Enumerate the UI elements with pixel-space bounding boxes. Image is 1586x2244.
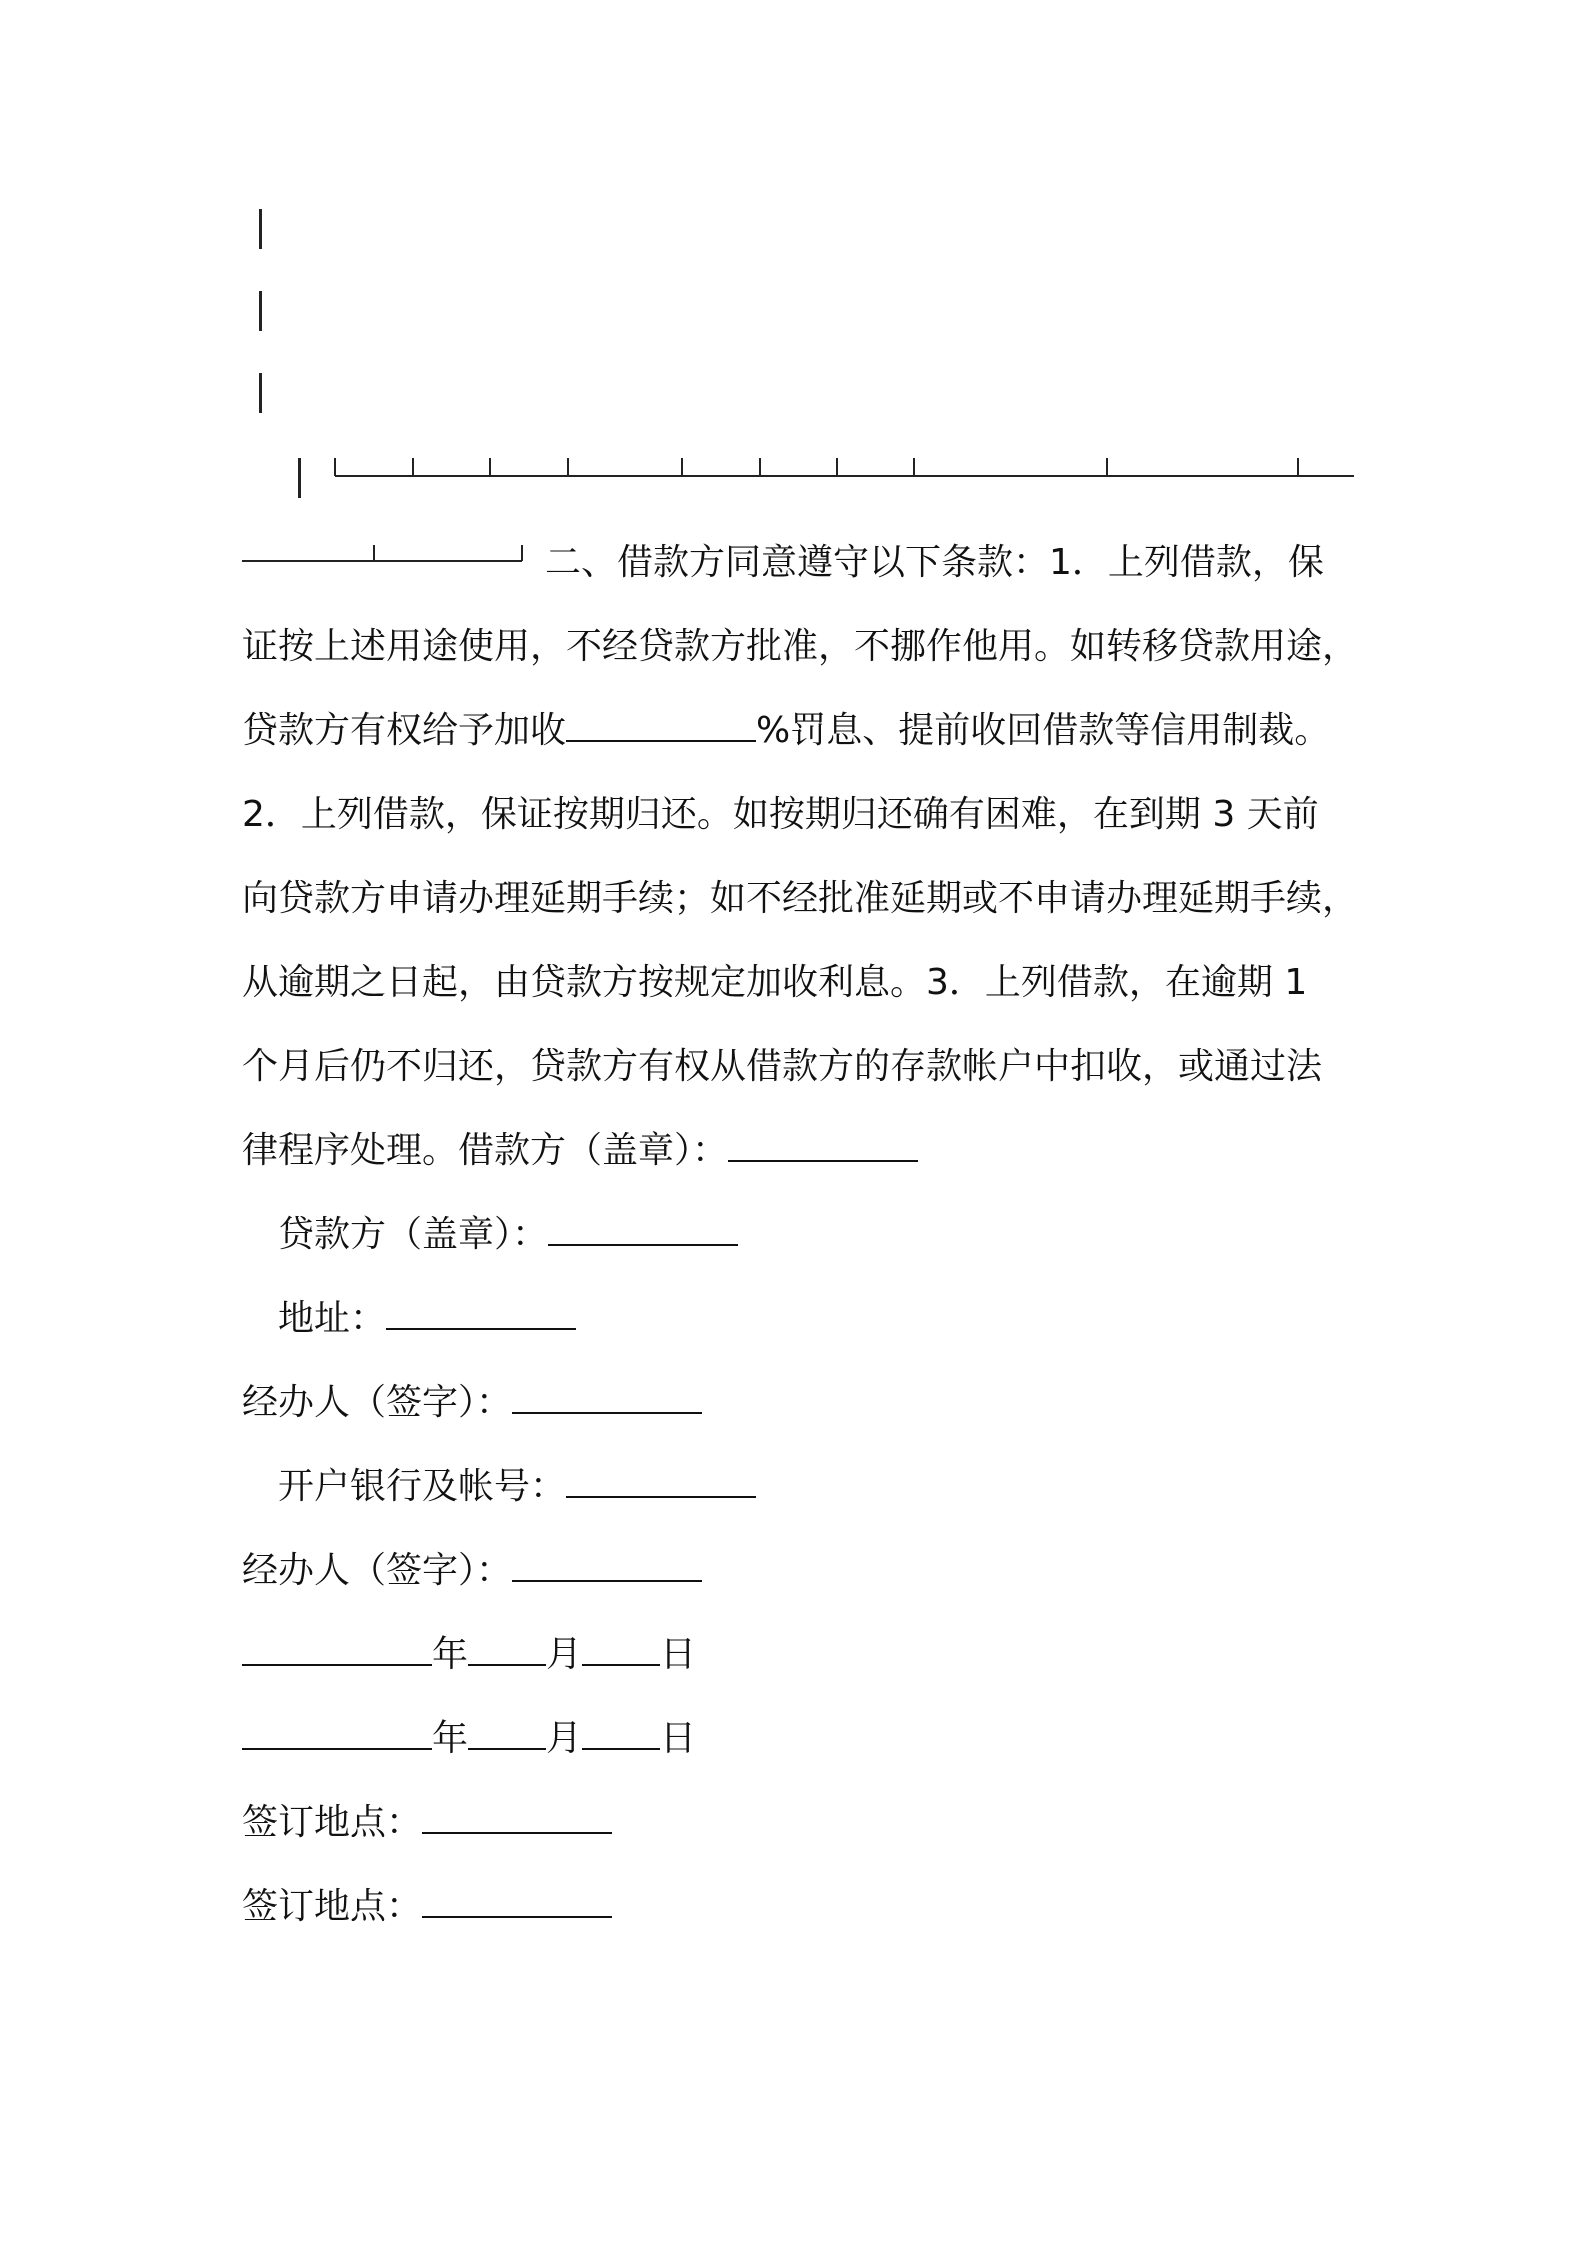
month-blank-2[interactable] — [468, 1714, 546, 1750]
year-blank-2[interactable] — [242, 1714, 432, 1750]
address-label: 地址： — [278, 1298, 387, 1339]
address-blank[interactable] — [386, 1294, 576, 1330]
clause-line-1: 二、借款方同意遵守以下条款：1．上列借款，保 — [545, 542, 1324, 583]
bank-account-label: 开户银行及帐号： — [278, 1466, 567, 1507]
sign-place-label-1: 签订地点： — [242, 1802, 423, 1843]
clause-line-3-text: 贷款方有权给予加收 — [242, 710, 567, 751]
lender-seal-row — [278, 1210, 738, 1260]
lender-seal-label: 贷款方（盖章）： — [278, 1214, 549, 1255]
borrower-seal-label: 律程序处理。借款方（盖章）： — [242, 1130, 729, 1171]
year-label-2: 年 — [432, 1718, 469, 1759]
month-label-1: 月 — [546, 1634, 583, 1675]
penalty-rate-blank[interactable] — [566, 706, 756, 742]
date-row-1 — [242, 1630, 696, 1680]
handler-label-1: 经办人（签字）： — [242, 1382, 513, 1423]
clause-line-7: 个月后仍不归还，贷款方有权从借款方的存款帐户中扣收，或通过法 — [242, 1046, 1323, 1087]
clause-line-4: 2．上列借款，保证按期归还。如按期归还确有困难，在到期 3 天前 — [242, 794, 1319, 835]
handler-row-2 — [242, 1546, 702, 1596]
clause-line-2: 证按上述用途使用，不经贷款方批准，不挪作他用。如转移贷款用途， — [242, 626, 1359, 667]
sign-place-label-2: 签订地点： — [242, 1886, 423, 1927]
address-row — [278, 1294, 576, 1344]
sign-place-blank-2[interactable] — [422, 1882, 612, 1918]
clause-line-8 — [242, 1126, 918, 1176]
clause-line-5: 向贷款方申请办理延期手续；如不经批准延期或不申请办理延期手续， — [242, 878, 1359, 919]
bank-account-row — [278, 1462, 756, 1512]
handler-label-2: 经办人（签字）： — [242, 1550, 513, 1591]
handler-row-1 — [242, 1378, 702, 1428]
lender-seal-blank[interactable] — [548, 1210, 738, 1246]
day-blank-1[interactable] — [582, 1630, 660, 1666]
handler-blank-1[interactable] — [512, 1378, 702, 1414]
clause-line-3 — [242, 706, 1330, 756]
year-label-1: 年 — [432, 1634, 469, 1675]
clause-line-3-tail: %罚息、提前收回借款等信用制裁。 — [756, 710, 1331, 751]
sign-place-row-1 — [242, 1798, 612, 1848]
borrower-seal-blank[interactable] — [728, 1126, 918, 1162]
day-blank-2[interactable] — [582, 1714, 660, 1750]
date-row-2 — [242, 1714, 696, 1764]
handler-blank-2[interactable] — [512, 1546, 702, 1582]
sign-place-row-2 — [242, 1882, 612, 1932]
day-label-2: 日 — [660, 1718, 697, 1759]
day-label-1: 日 — [660, 1634, 697, 1675]
clause-line-6: 从逾期之日起，由贷款方按规定加收利息。3．上列借款，在逾期 1 — [242, 962, 1308, 1003]
year-blank-1[interactable] — [242, 1630, 432, 1666]
sign-place-blank-1[interactable] — [422, 1798, 612, 1834]
month-blank-1[interactable] — [468, 1630, 546, 1666]
bank-account-blank[interactable] — [566, 1462, 756, 1498]
month-label-2: 月 — [546, 1718, 583, 1759]
table-bottom-border — [0, 0, 1586, 600]
